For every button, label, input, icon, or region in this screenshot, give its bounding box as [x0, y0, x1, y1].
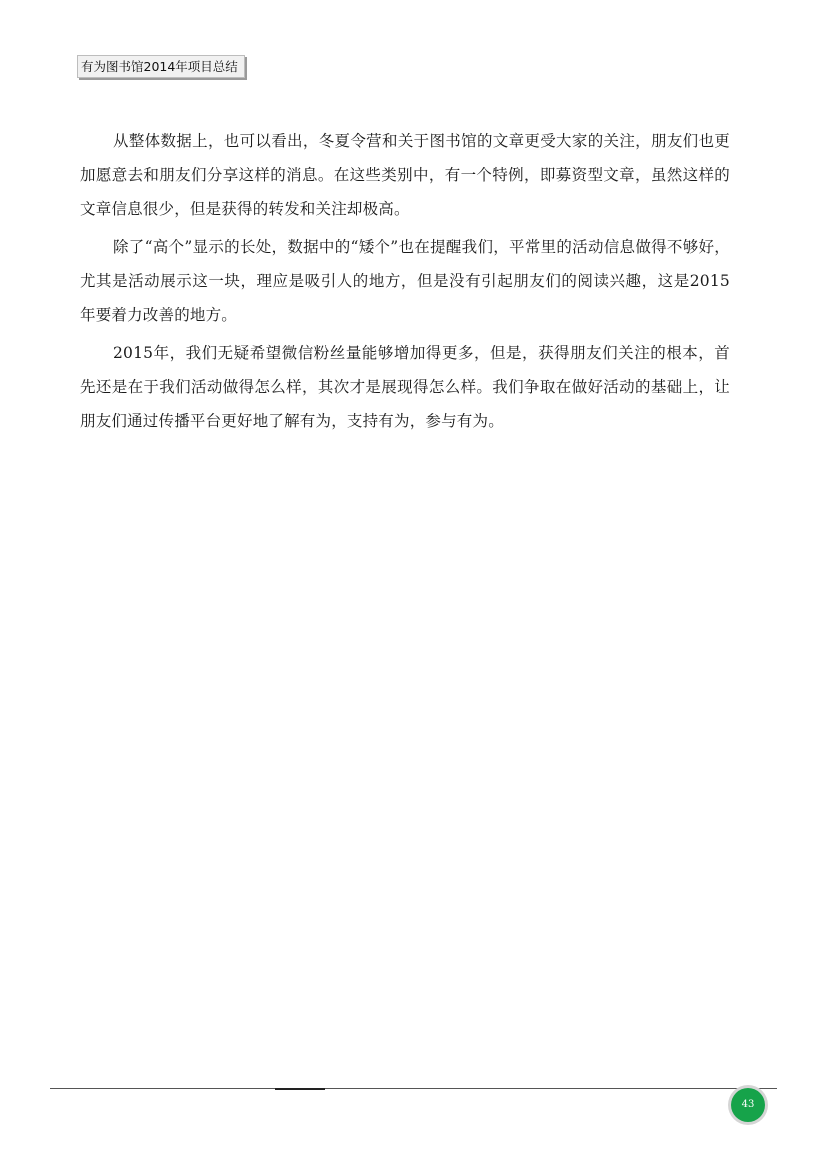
document-body — [80, 124, 730, 442]
body-paragraph-1: 从整体数据上，也可以看出，冬夏令营和关于图书馆的文章更受大家的关注，朋友们也更加愿意去和朋友们分享这样的消息。在这些类别中，有一个特例，即募资型文章，虽然这样的文章信息很少，但是获得的转发和关注却极高。 — [80, 132, 730, 218]
footer-divider — [50, 1088, 777, 1089]
footer-divider-accent — [275, 1088, 325, 1090]
body-paragraph-2: 除了“高个”显示的长处，数据中的“矮个”也在提醒我们，平常里的活动信息做得不够好，尤其是活动展示这一块，理应是吸引人的地方，但是没有引起朋友们的阅读兴趣，这是2015年要着力改善的地方。 — [80, 238, 730, 324]
body-paragraph-3: 2015年，我们无疑希望微信粉丝量能够增加得更多，但是，获得朋友们关注的根本，首先还是在于我们活动做得怎么样，其次才是展现得怎么样。我们争取在做好活动的基础上，让朋友们通过传播平台更好地了解有为，支持有为，参与有为。 — [80, 344, 730, 430]
document-header-title: 有为图书馆2014年项目总结 — [77, 55, 245, 78]
page-number-badge: 43 — [731, 1088, 765, 1122]
